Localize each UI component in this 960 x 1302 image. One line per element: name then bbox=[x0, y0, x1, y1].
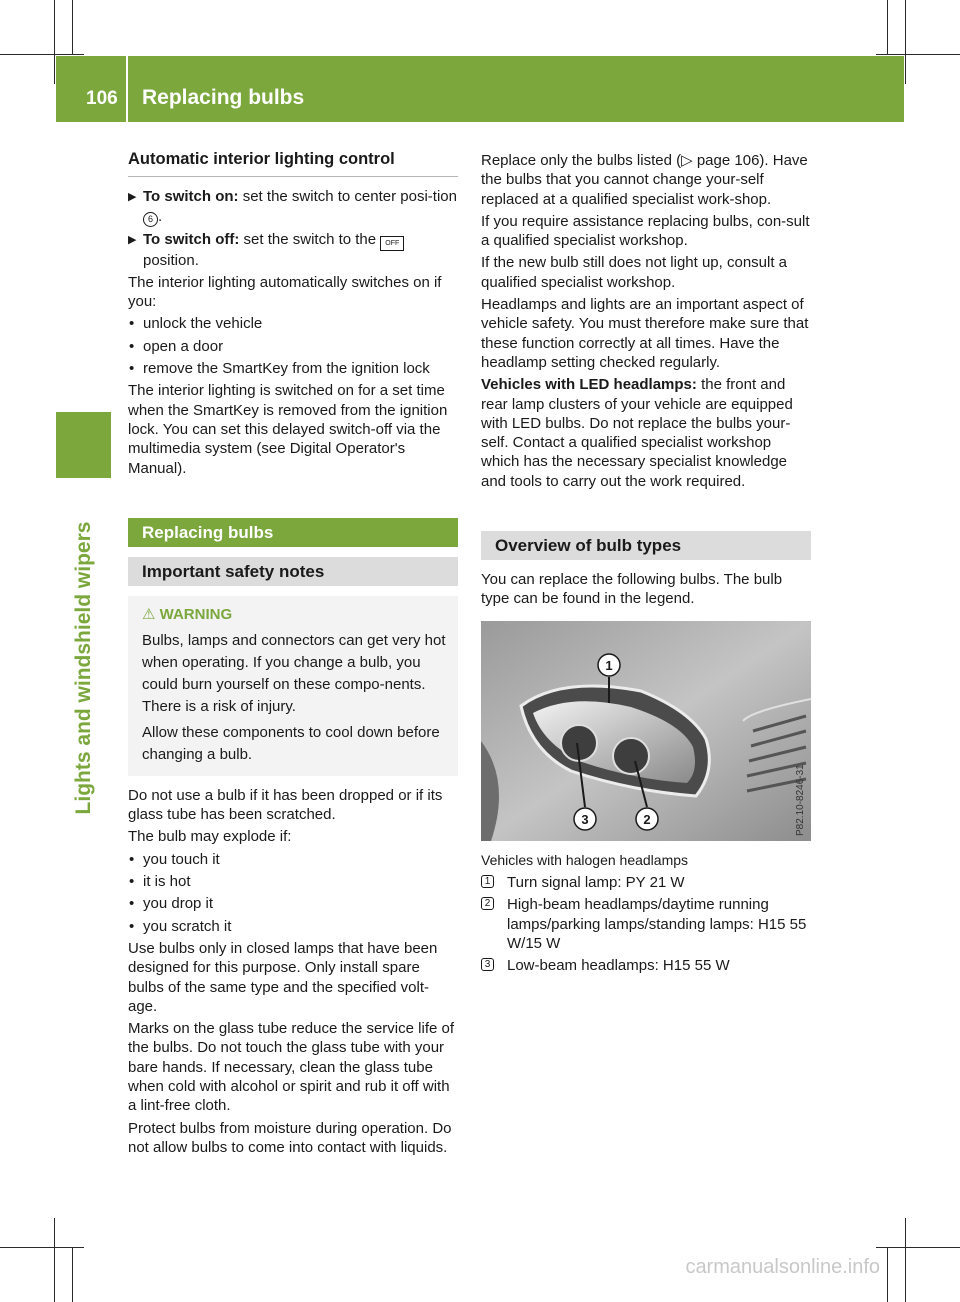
warning-box bbox=[128, 596, 458, 776]
crop-mark bbox=[905, 1218, 906, 1302]
paragraph: You can replace the following bulbs. The bulb type can be found in the legend. bbox=[481, 571, 783, 608]
list-item: • it is hot bbox=[129, 873, 191, 891]
paragraph: Protect bulbs from moisture during operation. Do not allow bulbs to come into contact with liquids. bbox=[128, 1119, 452, 1156]
watermark: carmanualsonline.info bbox=[685, 1256, 880, 1278]
headlamp-figure bbox=[481, 621, 811, 841]
page-number: 106 bbox=[86, 88, 118, 109]
legend-number-icon: 3 bbox=[481, 958, 494, 971]
legend-item: 2 High-beam headlamps/daytime running lamps/parking lamps/standing lamps: H15 55 W/15 W bbox=[481, 895, 811, 953]
list-item: • open a door bbox=[129, 337, 224, 355]
section-header-replacing: Replacing bulbs bbox=[128, 518, 458, 547]
page-title: Replacing bulbs bbox=[142, 86, 305, 109]
arrow-icon: ▶ bbox=[128, 191, 137, 204]
step-text: set the switch to center posi-tion bbox=[242, 188, 457, 206]
list-item: • remove the SmartKey from the ignition lock bbox=[129, 360, 430, 378]
list-item: • you drop it bbox=[129, 895, 214, 913]
step-text: position. bbox=[143, 251, 199, 269]
legend-number-icon: 1 bbox=[481, 875, 494, 888]
crop-mark bbox=[905, 0, 906, 84]
left-column bbox=[128, 150, 458, 1160]
header-divider bbox=[126, 56, 128, 122]
paragraph: Marks on the glass tube reduce the service life of the bulbs. Do not touch the glass tube with your bare hands. If necessary, clean the glass tube when cold with alcohol or spirit and rub it off with a lint-free cloth. bbox=[128, 1020, 455, 1115]
switch-off-icon: OFF bbox=[380, 236, 404, 251]
paragraph: The interior lighting automatically switches on if you: bbox=[128, 273, 442, 311]
headlamp-illustration bbox=[481, 621, 811, 841]
crop-mark bbox=[887, 1248, 888, 1302]
legend-number-icon: 2 bbox=[481, 897, 494, 910]
bullet-icon: • bbox=[129, 917, 135, 935]
paragraph: Use bulbs only in closed lamps that have been designed for this purpose. Only install spare bulbs of the same type and the specified volt-age. bbox=[128, 939, 438, 1015]
paragraph: Do not use a bulb if it has been dropped or if its glass tube has been scratched. bbox=[128, 786, 443, 824]
instruction-step: ▶ To switch on: set the switch to center posi-tion 6 . bbox=[128, 188, 457, 225]
crop-mark bbox=[54, 0, 55, 84]
bullet-icon: • bbox=[129, 850, 135, 868]
position-symbol: 6 bbox=[143, 212, 158, 227]
warning-heading: ⚠ WARNING bbox=[142, 605, 233, 623]
chapter-tab bbox=[56, 412, 111, 478]
figure-caption: Vehicles with halogen headlamps bbox=[481, 851, 689, 868]
bullet-icon: • bbox=[129, 337, 135, 355]
step-text: set the switch to the bbox=[243, 230, 377, 248]
callout-2: 2 bbox=[643, 811, 651, 827]
list-item: • unlock the vehicle bbox=[129, 315, 263, 333]
paragraph: Replace only the bulbs listed (▷ page 106). Have the bulbs that you cannot change your-self replaced at a qualified specialist work-shop. bbox=[481, 152, 808, 208]
crop-mark bbox=[876, 54, 960, 55]
crop-mark bbox=[876, 1247, 960, 1248]
bullet-icon: • bbox=[129, 895, 135, 913]
crop-mark bbox=[887, 0, 888, 54]
paragraph: The bulb may explode if: bbox=[128, 828, 292, 846]
paragraph: If the new bulb still does not light up, consult a qualified specialist workshop. bbox=[481, 254, 788, 291]
crop-mark bbox=[54, 1218, 55, 1302]
chapter-label: Lights and windshield wipers bbox=[72, 521, 95, 815]
bullet-icon: • bbox=[129, 360, 135, 378]
list-item: • you scratch it bbox=[129, 917, 232, 935]
warning-text: Allow these components to cool down before changing a bulb. bbox=[142, 723, 440, 763]
legend-item: 1 Turn signal lamp: PY 21 W bbox=[481, 873, 811, 892]
bullet-icon: • bbox=[129, 315, 135, 333]
section-header-overview: Overview of bulb types bbox=[481, 531, 811, 560]
crop-mark bbox=[0, 54, 84, 55]
figure-code: P82.10-8246-31 bbox=[795, 763, 806, 836]
warning-icon: ⚠ bbox=[142, 605, 156, 623]
paragraph: The interior lighting is switched on for a set time when the SmartKey is removed from the ignition lock. You can set this delayed switch-off via the multimedia system (see Digital Operator's Manual). bbox=[128, 382, 448, 477]
crop-mark bbox=[72, 1248, 73, 1302]
section-header-safety: Important safety notes bbox=[128, 557, 458, 586]
warning-text: Bulbs, lamps and connectors can get very hot when operating. If you change a bulb, you could burn yourself on these compo-nents. There is a risk of injury. bbox=[142, 631, 446, 715]
bullet-icon: • bbox=[129, 873, 135, 891]
page-ref-icon: ▷ bbox=[681, 152, 693, 169]
instruction-step bbox=[128, 230, 458, 270]
callout-3: 3 bbox=[581, 811, 589, 827]
paragraph: If you require assistance replacing bulbs, con-sult a qualified specialist workshop. bbox=[481, 212, 810, 250]
callout-1: 1 bbox=[605, 657, 613, 673]
step-label: To switch on: bbox=[143, 188, 239, 206]
crop-mark bbox=[72, 0, 73, 54]
paragraph: Vehicles with LED headlamps: the front and rear lamp clusters of your vehicle are equipped with LED bulbs. Do not replace the bulbs your-self. Contact a qualified specialist workshop which has the necessary specialist knowledge and tools to carry out the work required. bbox=[481, 376, 793, 490]
right-column bbox=[481, 151, 811, 978]
led-label: Vehicles with LED headlamps: bbox=[481, 376, 697, 394]
section-heading: Automatic interior lighting control bbox=[128, 150, 458, 177]
list-item: • you touch it bbox=[129, 850, 220, 868]
step-label: To switch off: bbox=[143, 230, 240, 248]
legend-item: 3 Low-beam headlamps: H15 55 W bbox=[481, 956, 811, 975]
paragraph: Headlamps and lights are an important aspect of vehicle safety. You must therefore make sure that these function correctly at all times. Have the headlamp setting checked regularly. bbox=[481, 296, 809, 371]
arrow-icon: ▶ bbox=[128, 233, 137, 246]
page-ref-link[interactable]: page 106). bbox=[696, 152, 769, 169]
